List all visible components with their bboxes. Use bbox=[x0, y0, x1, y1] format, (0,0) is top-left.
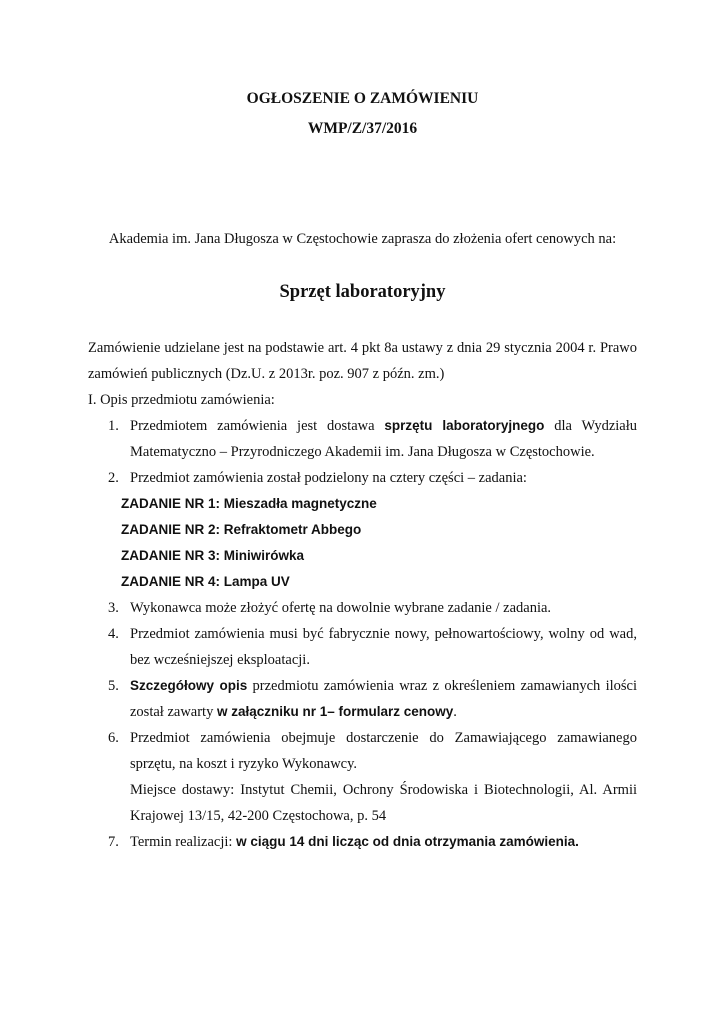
document-title: OGŁOSZENIE O ZAMÓWIENIU bbox=[246, 90, 479, 107]
item-number: 2. bbox=[108, 470, 119, 486]
delivery-location: Miejsce dostawy: Instytut Chemii, Ochrony Środowiska i Biotechnologii, Al. Armii Krajowej 13/15, 42-200 Częstochowa, p. 54 bbox=[130, 782, 637, 824]
list-item-5 bbox=[88, 673, 637, 725]
section-heading: I. Opis przedmiotu zamówienia: bbox=[88, 392, 275, 408]
item-bold-text: w załączniku nr 1– formularz cenowy bbox=[216, 704, 454, 719]
task-1: ZADANIE NR 1: Mieszadła magnetyczne bbox=[121, 496, 377, 511]
item-bold-text: Szczegółowy opis bbox=[130, 678, 248, 693]
subject-heading: Sprzęt laboratoryjny bbox=[279, 282, 446, 302]
item-bold-text: sprzętu laboratoryjnego bbox=[384, 418, 545, 433]
task-3: ZADANIE NR 3: Miniwirówka bbox=[121, 548, 305, 563]
item-bold-text: w ciągu 14 dni licząc od dnia otrzymania zamówienia. bbox=[236, 834, 579, 849]
document-number: WMP/Z/37/2016 bbox=[307, 120, 418, 137]
item-number: 3. bbox=[108, 600, 119, 616]
intro-text: Akademia im. Jana Długosza w Częstochowie zaprasza do złożenia ofert cenowych na: bbox=[108, 231, 617, 247]
item-number: 5. bbox=[108, 678, 119, 694]
item-text: Przedmiotem zamówienia jest dostawa bbox=[130, 418, 385, 434]
item-text: . bbox=[453, 704, 457, 720]
item-text: Przedmiot zamówienia obejmuje dostarczenie do Zamawiającego zamawianego sprzętu, na koszt i ryzyko Wykonawcy. bbox=[130, 730, 637, 772]
item-number: 1. bbox=[108, 418, 119, 434]
document-body bbox=[88, 335, 637, 855]
task-2: ZADANIE NR 2: Refraktometr Abbego bbox=[121, 522, 362, 537]
list-item-3 bbox=[88, 595, 637, 621]
item-number: 6. bbox=[108, 730, 119, 746]
list-item-7 bbox=[88, 829, 637, 855]
list-item-6 bbox=[88, 725, 637, 829]
item-text: Wykonawca może złożyć ofertę na dowolnie wybrane zadanie / zadania. bbox=[130, 600, 552, 616]
item-text: Przedmiot zamówienia został podzielony na cztery części – zadania: bbox=[130, 470, 527, 486]
item-text: Przedmiot zamówienia musi być fabrycznie nowy, pełnowartościowy, wolny od wad, bez wcześniejszej eksploatacji. bbox=[130, 626, 637, 668]
item-text: dla Wydziału Matematyczno – Przyrodniczego Akademii im. Jana Długosza w Częstochowie. bbox=[130, 418, 637, 460]
item-text: Termin realizacji: bbox=[130, 834, 237, 850]
list-item-2 bbox=[88, 465, 637, 491]
item-text: przedmiotu zamówienia wraz z określeniem zamawianych ilości został zawarty bbox=[130, 678, 637, 720]
task-4: ZADANIE NR 4: Lampa UV bbox=[121, 574, 290, 589]
list-item-4 bbox=[88, 621, 637, 673]
item-number: 7. bbox=[108, 834, 119, 850]
legal-basis: Zamówienie udzielane jest na podstawie art. 4 pkt 8a ustawy z dnia 29 stycznia 2004 r. Prawo zamówień publicznych (Dz.U. z 2013r. poz. 907 z późn. zm.) bbox=[88, 340, 637, 382]
list-item-1 bbox=[88, 413, 637, 465]
item-number: 4. bbox=[108, 626, 119, 642]
